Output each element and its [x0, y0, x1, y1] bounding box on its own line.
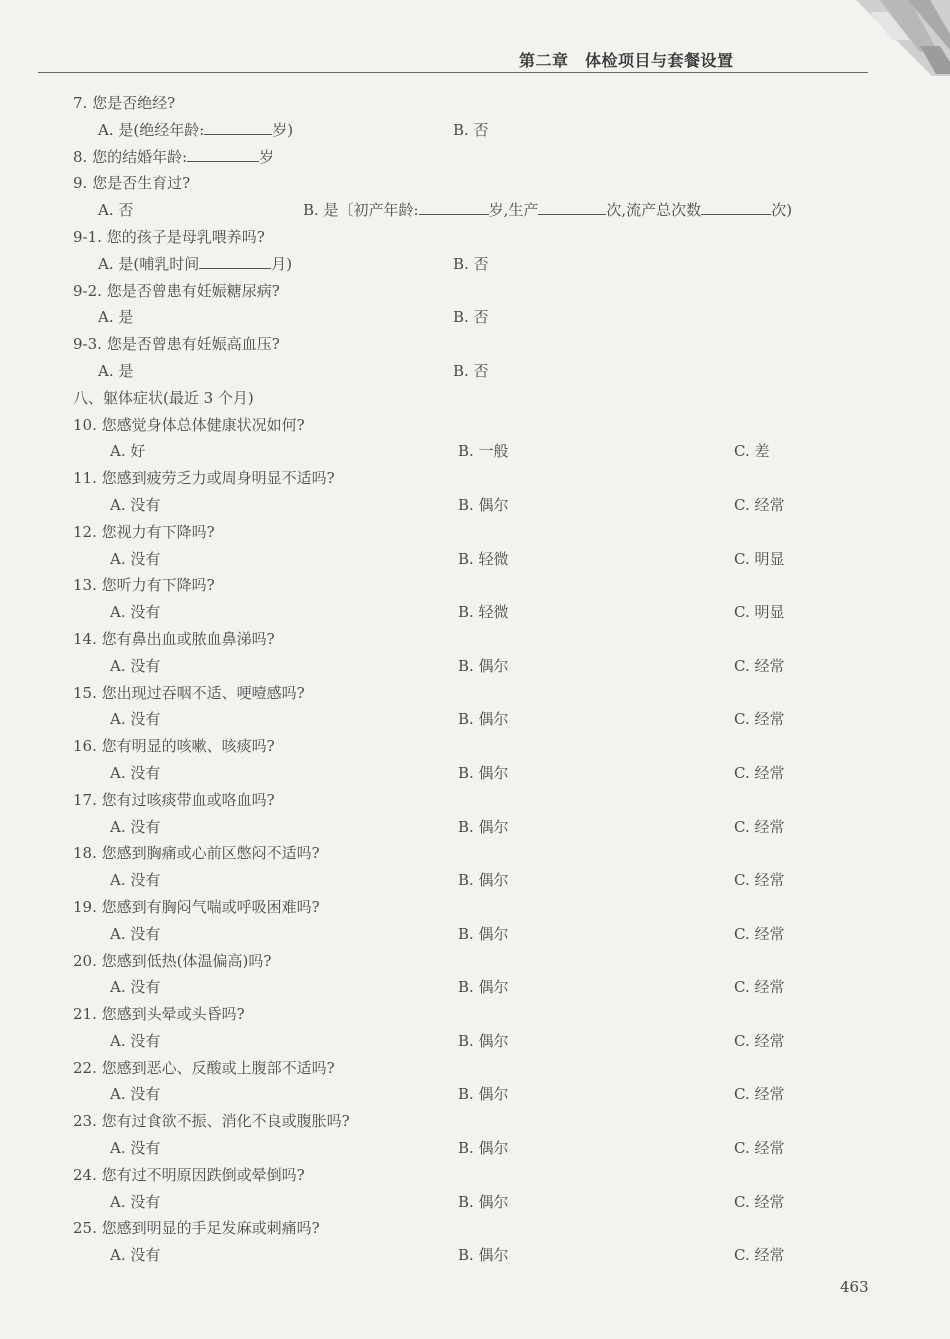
question-text: 10. 您感觉身体总体健康状况如何? — [73, 415, 305, 434]
option-a: A. 是(绝经年龄: 岁) — [98, 120, 294, 139]
option-a[interactable]: A. 否 — [98, 201, 134, 220]
option-b[interactable]: B. 偶尔 — [458, 763, 509, 782]
question-text: 20. 您感到低热(体温偏高)吗? — [73, 951, 272, 970]
question-text: 12. 您视力有下降吗? — [73, 522, 215, 541]
answer-row — [0, 1081, 950, 1108]
answer-row — [0, 251, 950, 278]
question-row — [0, 465, 950, 492]
option-c[interactable]: C. 经常 — [734, 1031, 785, 1050]
question-row — [0, 626, 950, 653]
option-b[interactable]: B. 偶尔 — [458, 1246, 509, 1265]
question-row — [0, 519, 950, 546]
option-a[interactable]: A. 没有 — [110, 924, 161, 943]
question-8: 8. 您的结婚年龄: 岁 — [73, 147, 275, 166]
question-row — [0, 1001, 950, 1028]
option-b[interactable]: B. 偶尔 — [458, 978, 509, 997]
option-a[interactable]: A. 没有 — [110, 603, 161, 622]
option-b[interactable]: B. 偶尔 — [458, 710, 509, 729]
question-row — [0, 1215, 950, 1242]
option-a[interactable]: A. 没有 — [110, 1031, 161, 1050]
question-text: 16. 您有明显的咳嗽、咳痰吗? — [73, 737, 275, 756]
question-row — [0, 733, 950, 760]
question-row — [0, 278, 950, 305]
option-a[interactable]: A. 是 — [98, 361, 134, 380]
option-c[interactable]: C. 差 — [734, 442, 770, 461]
option-a[interactable]: A. 是 — [98, 308, 134, 327]
first-birth-age-blank[interactable] — [419, 200, 489, 215]
option-b[interactable]: B. 偶尔 — [458, 1139, 509, 1158]
option-c[interactable]: C. 经常 — [734, 978, 785, 997]
question-row — [0, 90, 950, 117]
question-row — [0, 1108, 950, 1135]
answer-row — [0, 921, 950, 948]
answer-row — [0, 1242, 950, 1269]
answer-row — [0, 867, 950, 894]
question-9-1: 9-1. 您的孩子是母乳喂养吗? — [73, 227, 265, 246]
option-c[interactable]: C. 经常 — [734, 1192, 785, 1211]
question-row — [0, 331, 950, 358]
question-text: 19. 您感到有胸闷气喘或呼吸困难吗? — [73, 897, 320, 916]
question-row — [0, 894, 950, 921]
question-text: 21. 您感到头晕或头昏吗? — [73, 1005, 245, 1024]
question-text: 18. 您感到胸痛或心前区憋闷不适吗? — [73, 844, 320, 863]
option-c[interactable]: C. 经常 — [734, 871, 785, 890]
answer-row — [0, 706, 950, 733]
questionnaire — [0, 90, 950, 1280]
option-b[interactable]: B. 偶尔 — [458, 495, 509, 514]
option-c[interactable]: C. 经常 — [734, 763, 785, 782]
option-c[interactable]: C. 经常 — [734, 924, 785, 943]
answer-row — [0, 1028, 950, 1055]
answer-row — [0, 197, 950, 224]
menopause-age-blank[interactable] — [204, 120, 272, 135]
header-rule — [38, 72, 868, 73]
answer-row — [0, 438, 950, 465]
section-heading-row — [0, 385, 950, 412]
option-a[interactable]: A. 没有 — [110, 495, 161, 514]
answer-row — [0, 358, 950, 385]
option-a[interactable]: A. 好 — [110, 442, 146, 461]
option-a: A. 是(哺乳时间 月) — [98, 254, 293, 273]
option-c[interactable]: C. 明显 — [734, 549, 785, 568]
option-b[interactable]: B. 否 — [453, 120, 489, 139]
option-a[interactable]: A. 没有 — [110, 978, 161, 997]
question-row — [0, 1055, 950, 1082]
option-c[interactable]: C. 经常 — [734, 1139, 785, 1158]
marriage-age-blank[interactable] — [187, 147, 259, 162]
question-7: 7. 您是否绝经? — [73, 94, 176, 112]
option-a[interactable]: A. 没有 — [110, 1139, 161, 1158]
question-9-2: 9-2. 您是否曾患有妊娠糖尿病? — [73, 281, 280, 300]
option-b[interactable]: B. 轻微 — [458, 603, 509, 622]
question-text: 15. 您出现过吞咽不适、哽噎感吗? — [73, 683, 305, 702]
answer-row — [0, 814, 950, 841]
option-a[interactable]: A. 没有 — [110, 817, 161, 836]
option-c[interactable]: C. 经常 — [734, 710, 785, 729]
chapter-title: 第二章 体检项目与套餐设置 — [519, 51, 734, 70]
option-b[interactable]: B. 轻微 — [458, 549, 509, 568]
option-a[interactable]: A. 没有 — [110, 871, 161, 890]
question-9-3: 9-3. 您是否曾患有妊娠高血压? — [73, 335, 280, 354]
option-c[interactable]: C. 明显 — [734, 603, 785, 622]
option-c[interactable]: C. 经常 — [734, 495, 785, 514]
option-b[interactable]: B. 偶尔 — [458, 924, 509, 943]
option-b[interactable]: B. 偶尔 — [458, 656, 509, 675]
option-a[interactable]: A. 没有 — [110, 710, 161, 729]
corner-decoration — [760, 0, 950, 80]
answer-row — [0, 599, 950, 626]
option-a[interactable]: A. 没有 — [110, 1085, 161, 1104]
question-row — [0, 948, 950, 975]
answer-row — [0, 546, 950, 573]
option-b[interactable]: B. 一般 — [458, 442, 509, 461]
page-number: 463 — [840, 1278, 869, 1296]
answer-row — [0, 1189, 950, 1216]
question-row — [0, 1162, 950, 1189]
option-a[interactable]: A. 没有 — [110, 763, 161, 782]
option-c[interactable]: C. 经常 — [734, 817, 785, 836]
option-b[interactable]: B. 否 — [453, 361, 489, 380]
question-row — [0, 787, 950, 814]
abortion-count-blank[interactable] — [701, 200, 771, 215]
question-row — [0, 224, 950, 251]
births-count-blank[interactable] — [538, 200, 606, 215]
option-b: B. 是〔初产年龄: 岁,生产 次,流产总次数 次) — [303, 201, 793, 220]
option-b[interactable]: B. 否 — [453, 254, 489, 273]
option-c[interactable]: C. 经常 — [734, 1085, 785, 1104]
option-b[interactable]: B. 偶尔 — [458, 1085, 509, 1104]
question-row — [0, 144, 950, 171]
option-b[interactable]: B. 偶尔 — [458, 1031, 509, 1050]
option-c[interactable]: C. 经常 — [734, 1246, 785, 1265]
option-a[interactable]: A. 没有 — [110, 1192, 161, 1211]
option-b[interactable]: B. 否 — [453, 308, 489, 327]
question-text: 24. 您有过不明原因跌倒或晕倒吗? — [73, 1165, 305, 1184]
option-a[interactable]: A. 没有 — [110, 1246, 161, 1265]
option-b[interactable]: B. 偶尔 — [458, 1192, 509, 1211]
question-text: 25. 您感到明显的手足发麻或刺痛吗? — [73, 1219, 320, 1238]
answer-row — [0, 117, 950, 144]
question-row — [0, 412, 950, 439]
question-text: 23. 您有过食欲不振、消化不良或腹胀吗? — [73, 1112, 350, 1131]
answer-row — [0, 653, 950, 680]
option-b[interactable]: B. 偶尔 — [458, 871, 509, 890]
option-b[interactable]: B. 偶尔 — [458, 817, 509, 836]
answer-row — [0, 492, 950, 519]
symptom-questions — [0, 412, 950, 1270]
option-a[interactable]: A. 没有 — [110, 549, 161, 568]
answer-row — [0, 304, 950, 331]
question-row — [0, 680, 950, 707]
option-c[interactable]: C. 经常 — [734, 656, 785, 675]
question-text: 11. 您感到疲劳乏力或周身明显不适吗? — [73, 469, 335, 488]
question-9: 9. 您是否生育过? — [73, 174, 191, 193]
question-text: 13. 您听力有下降吗? — [73, 576, 215, 595]
answer-row — [0, 760, 950, 787]
breastfeeding-months-blank[interactable] — [199, 254, 271, 269]
option-a[interactable]: A. 没有 — [110, 656, 161, 675]
question-row — [0, 170, 950, 197]
answer-row — [0, 1135, 950, 1162]
question-row — [0, 840, 950, 867]
question-text: 22. 您感到恶心、反酸或上腹部不适吗? — [73, 1058, 335, 1077]
question-text: 17. 您有过咳痰带血或咯血吗? — [73, 790, 275, 809]
answer-row — [0, 974, 950, 1001]
question-row — [0, 572, 950, 599]
question-text: 14. 您有鼻出血或脓血鼻涕吗? — [73, 629, 275, 648]
section-heading: 八、躯体症状(最近 3 个月) — [73, 388, 254, 407]
